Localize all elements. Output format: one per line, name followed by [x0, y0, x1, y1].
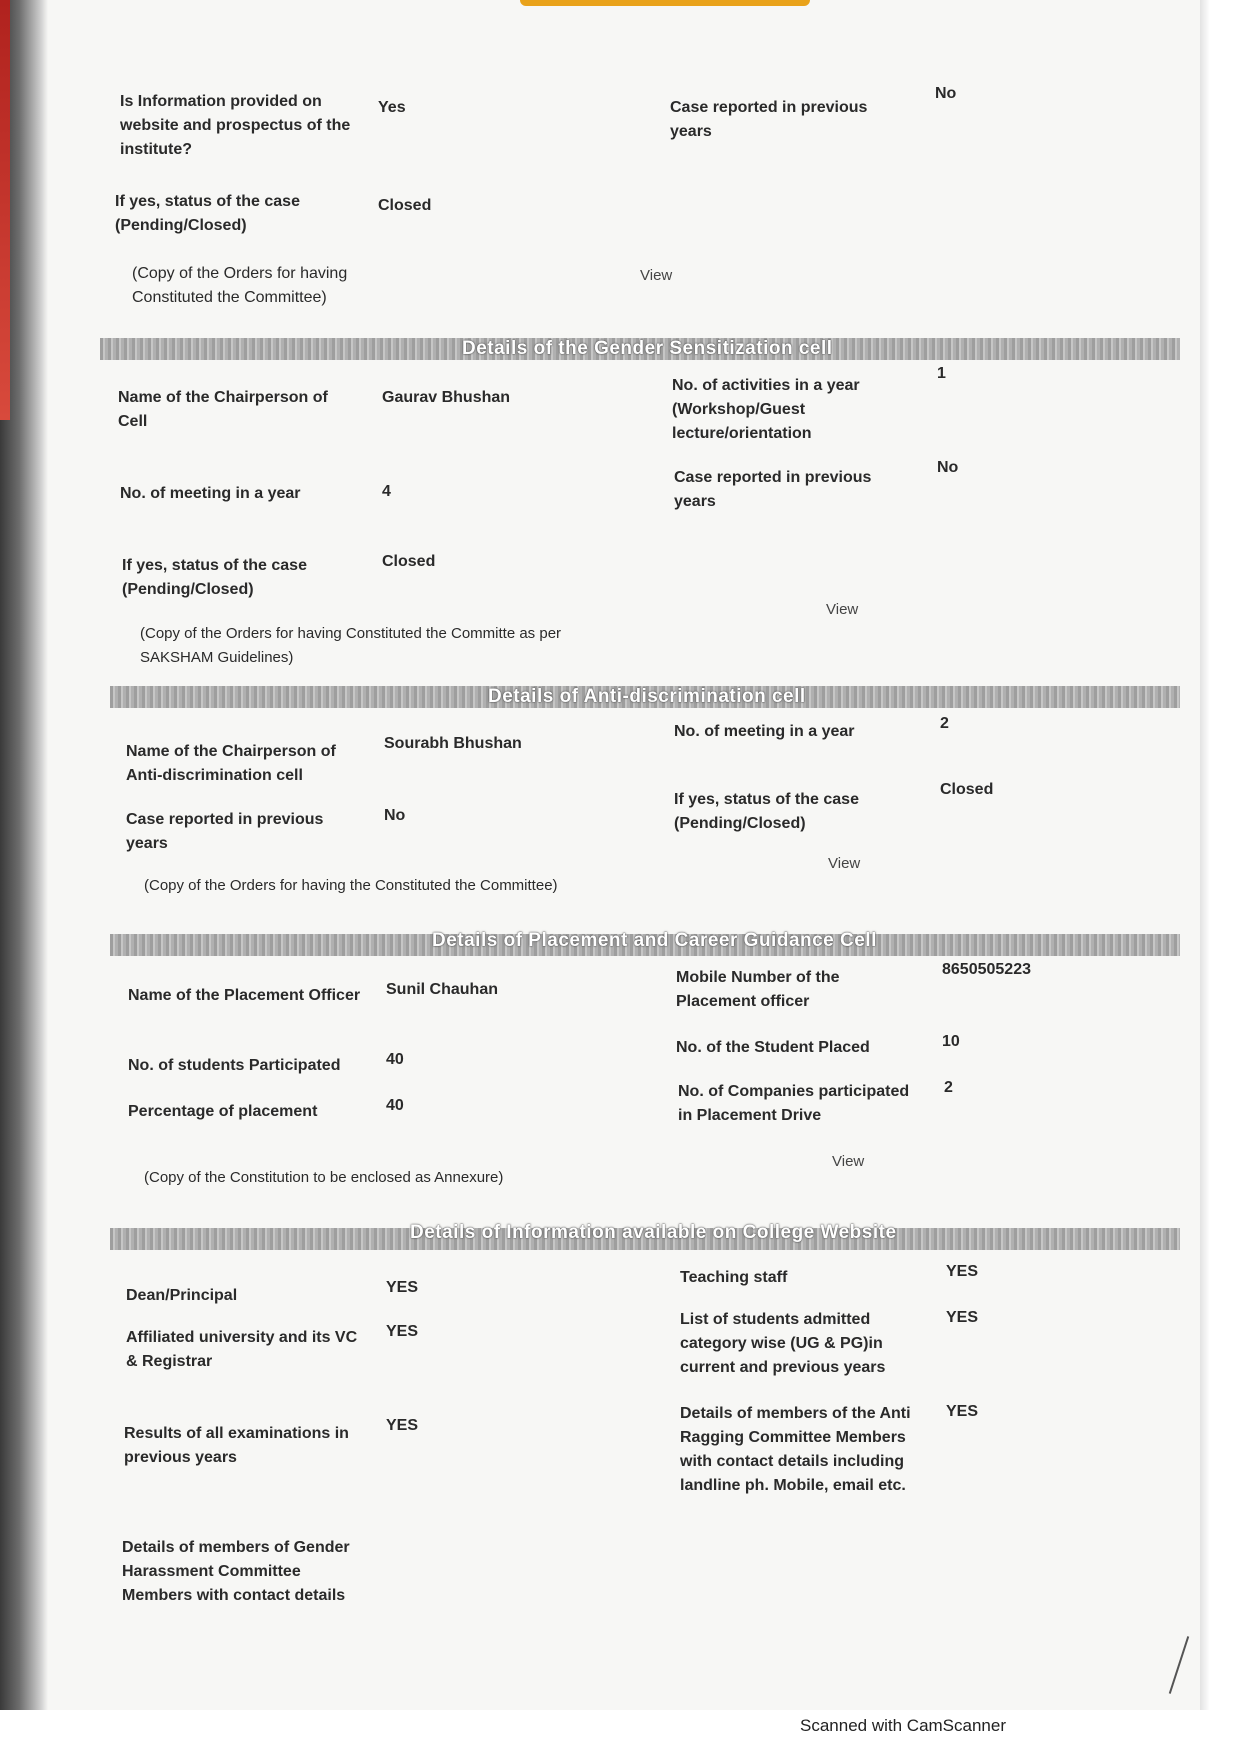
- status-value: Closed: [378, 197, 432, 214]
- placement-participated-label: No. of students Participated: [128, 1057, 341, 1074]
- gender-chairperson-label: Name of the Chairperson of Cell: [118, 389, 328, 430]
- gender-cell-header: Details of the Gender Sensitization cell: [462, 338, 833, 359]
- gender-harassment-label: Details of members of Gender Harassment Committee Members with contact details: [122, 1539, 350, 1604]
- anti-status-label: If yes, status of the case (Pending/Closed): [674, 791, 859, 832]
- students-value: YES: [946, 1309, 979, 1326]
- placement-copy-constitution-note: (Copy of the Constitution to be enclosed as Annexure): [144, 1169, 504, 1186]
- view-link[interactable]: View: [640, 267, 673, 284]
- dean-label: Dean/Principal: [126, 1287, 238, 1304]
- status-label: If yes, status of the case (Pending/Closed): [115, 193, 300, 234]
- results-label: Results of all examinations in previous years: [124, 1425, 349, 1466]
- dean-value: YES: [386, 1279, 419, 1296]
- website-info-header: Details of Information available on College Website: [410, 1222, 897, 1243]
- placement-mobile-value: 8650505223: [942, 961, 1031, 978]
- case-prev-value: No: [935, 85, 957, 102]
- anti-copy-orders-note: (Copy of the Orders for having the Constituted the Committee): [144, 877, 558, 894]
- placement-companies-label: No. of Companies participated in Placement Drive: [678, 1083, 910, 1124]
- anti-discrimination-header: Details of Anti-discrimination cell: [488, 686, 806, 707]
- case-prev-label: Case reported in previous years: [670, 99, 868, 140]
- gender-view-link[interactable]: View: [826, 601, 859, 618]
- anti-view-link[interactable]: View: [828, 855, 861, 872]
- teaching-label: Teaching staff: [680, 1269, 788, 1286]
- gender-meeting-label: No. of meeting in a year: [120, 485, 301, 502]
- gender-activities-label: No. of activities in a year (Workshop/Guest lecture/orientation: [672, 377, 860, 442]
- copy-orders-note: (Copy of the Orders for having Constituted the Committee): [132, 265, 348, 306]
- students-label: List of students admitted category wise (UG & PG)in current and previous years: [680, 1311, 886, 1376]
- gender-meeting-value: 4: [382, 483, 391, 500]
- anti-meeting-value: 2: [940, 715, 949, 732]
- placement-placed-label: No. of the Student Placed: [676, 1039, 870, 1056]
- gender-status-label: If yes, status of the case (Pending/Closed): [122, 557, 307, 598]
- gender-case-prev-value: No: [937, 459, 959, 476]
- anti-chairperson-label: Name of the Chairperson of Anti-discrimination cell: [126, 743, 336, 784]
- university-label: Affiliated university and its VC & Registrar: [126, 1329, 358, 1370]
- gender-status-value: Closed: [382, 553, 436, 570]
- university-value: YES: [386, 1323, 419, 1340]
- placement-header: Details of Placement and Career Guidance Cell: [432, 930, 877, 951]
- anti-chairperson-value: Sourabh Bhushan: [384, 735, 522, 752]
- gender-activities-value: 1: [937, 365, 946, 382]
- anti-case-prev-label: Case reported in previous years: [126, 811, 324, 852]
- scanner-watermark: Scanned with CamScanner: [800, 1716, 1007, 1735]
- anti-status-value: Closed: [940, 781, 994, 798]
- placement-placed-value: 10: [942, 1033, 960, 1050]
- placement-officer-value: Sunil Chauhan: [386, 981, 498, 998]
- results-value: YES: [386, 1417, 419, 1434]
- page-edge-red: [0, 0, 10, 420]
- placement-participated-value: 40: [386, 1051, 404, 1068]
- anti-ragging-value: YES: [946, 1403, 979, 1420]
- gender-chairperson-value: Gaurav Bhushan: [382, 389, 511, 406]
- page-top-mark: [520, 0, 810, 6]
- info-website-label: Is Information provided on website and prospectus of the institute?: [120, 93, 351, 158]
- anti-meeting-label: No. of meeting in a year: [674, 723, 855, 740]
- page-right-edge: [1200, 0, 1210, 1710]
- teaching-value: YES: [946, 1263, 979, 1280]
- info-website-value: Yes: [378, 99, 406, 116]
- placement-mobile-label: Mobile Number of the Placement officer: [676, 969, 840, 1010]
- gender-case-prev-label: Case reported in previous years: [674, 469, 872, 510]
- gender-copy-orders-note: (Copy of the Orders for having Constituted the Committe as per SAKSHAM Guidelines): [140, 625, 562, 666]
- placement-percentage-label: Percentage of placement: [128, 1103, 318, 1120]
- anti-ragging-label: Details of members of the Anti Ragging Committee Members with contact details including landline ph. Mobile, email etc.: [680, 1405, 911, 1494]
- anti-case-prev-value: No: [384, 807, 406, 824]
- placement-officer-label: Name of the Placement Officer: [128, 987, 361, 1004]
- placement-view-link[interactable]: View: [832, 1153, 865, 1170]
- placement-companies-value: 2: [944, 1079, 953, 1096]
- placement-percentage-value: 40: [386, 1097, 404, 1114]
